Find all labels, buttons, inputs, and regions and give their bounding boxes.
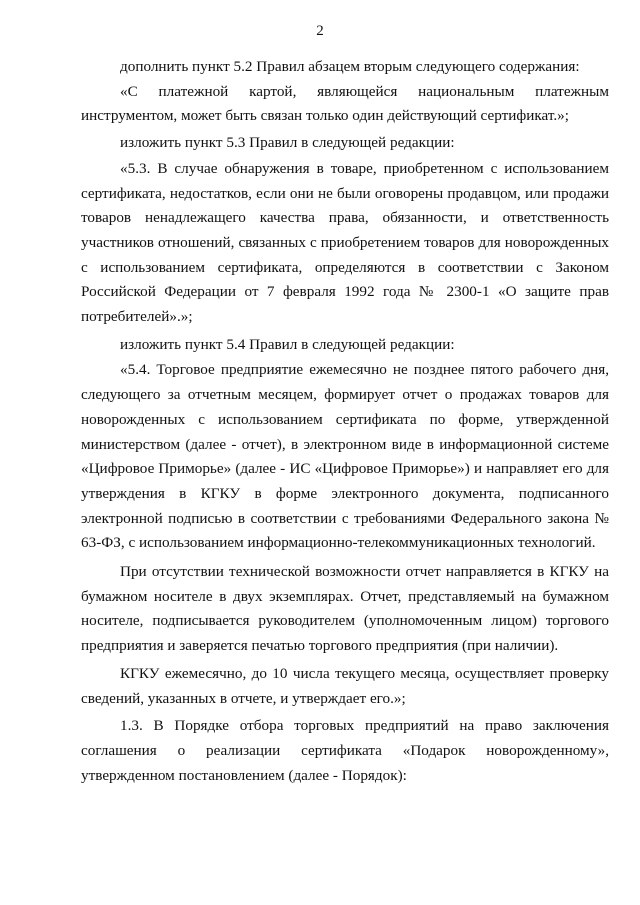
paragraph-amend-5-3: изложить пункт 5.3 Правил в следующей редакции: xyxy=(120,134,455,152)
paragraph-kgku-monthly-check: КГКУ ежемесячно, до 10 числа текущего месяца, осуществляет проверку сведений, указанных в отчете, и утверждает его.»; xyxy=(81,664,609,707)
document-body xyxy=(81,55,609,788)
paragraph-amend-5-2: дополнить пункт 5.2 Правил абзацем вторым следующего содержания: xyxy=(120,58,580,75)
paragraph-new-text-5-4: «5.4. Торговое предприятие ежемесячно не позднее пятого рабочего дня, следующего за отчетным месяцем, формирует отчет о продажах товаров для новорожденных с использованием сертификата по форме, утвержденной министерством (далее - отчет), в электронном виде в информационной системе «Цифровое Приморье» (далее - ИС «Цифровое Приморье») и направляет его для утверждения в КГКУ в форме электронного документа, подписанного электронной подписью в соответствии с требованиями Федерального закона № 63-ФЗ, с использованием информационно-телекоммуникационных технологий. xyxy=(81,361,609,552)
page-number: 2 xyxy=(316,23,324,39)
paragraph-amend-5-4: изложить пункт 5.4 Правил в следующей редакции: xyxy=(120,335,455,353)
paragraph-1-3-selection-procedure: 1.3. В Порядке отбора торговых предприятий на право заключения соглашения о реализации сертификата «Подарок новорожденному», утвержденном постановлением (далее - Порядок): xyxy=(81,717,609,784)
paragraph-new-text-5-3: «5.3. В случае обнаружения в товаре, приобретенном с использованием сертификата, недостатков, если они не были оговорены продавцом, или продажи товаров ненадлежащего качества права, обязанности, и ответственность участников отношений, связанных с приобретением товаров для новорожденных с использованием сертификата, определяются в соответствии с Законом Российской Федерации от 7 февраля 1992 года № 2300-1 «О защите прав потребителей».»; xyxy=(81,159,609,326)
paragraph-no-technical-possibility: При отсутствии технической возможности отчет направляется в КГКУ на бумажном носителе в двух экземплярах. Отчет, представляемый на бумажном носителе, подписывается руководителем (уполномоченным лицом) торгового предприятия и заверяется печатью торгового предприятия (при наличии). xyxy=(81,563,609,655)
paragraph-new-text-5-2: «С платежной картой, являющейся национальным платежным инструментом, может быть связан только один действующий сертификат.»; xyxy=(81,82,609,125)
